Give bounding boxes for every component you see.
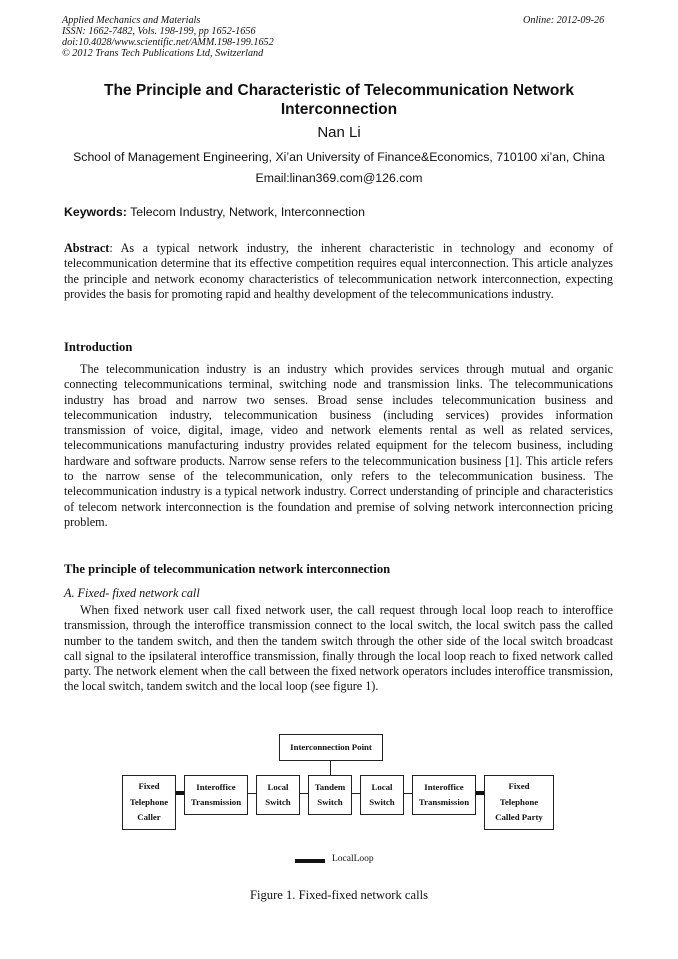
author-email: Email:linan369.com@126.com — [255, 171, 423, 185]
interoffice-transmission-left-box: Interoffice Transmission — [184, 775, 248, 815]
tandem-switch-box: Tandem Switch — [308, 775, 352, 815]
introduction-heading: Introduction — [64, 340, 133, 354]
interconnection-point-box: Interconnection Point — [279, 734, 383, 761]
local-loop-left — [176, 791, 184, 795]
title-line-2: Interconnection — [280, 101, 398, 118]
introduction-paragraph: The telecommunication industry is an industry which provides services through mutual and organic connecting telecommunications terminal, switching node and transmission links. The telecommunications industry has broad and narrow two senses. Broad sense includes telecommunication business and telecommunication industry, telecommunication business (including services) provides information transmission of voice, digital, image, video and network elements rental as well as related services, telecommunications manufacturing industry provides related equipment for the telecom business, including hardware and software products. Narrow sense refers to the telecommunication business [1]. This article refers to the narrow sense of the telecommunication, only refers to the telecommunication business. The telecommunication industry is a typical network industry. Correct understanding of principle and characteristics of telecom network interconnection is the foundation and premise of solving network interconnection pricing problem. — [64, 362, 613, 529]
journal-name: Applied Mechanics and Materials — [62, 15, 201, 26]
subsection-a-heading: A. Fixed- fixed network call — [64, 586, 200, 600]
figure-caption: Figure 1. Fixed-fixed network calls — [249, 888, 429, 902]
local-loop-right — [476, 791, 484, 795]
keywords-label: Keywords: — [64, 205, 127, 219]
connector-2 — [300, 793, 308, 794]
connector-3 — [352, 793, 360, 794]
keywords-text: Telecom Industry, Network, Interconnection — [130, 205, 365, 219]
local-switch-left-box: Local Switch — [256, 775, 300, 815]
affiliation: School of Management Engineering, Xi’an University of Finance&Economics, 710100 xi’an, China — [73, 150, 605, 164]
copyright-line: © 2012 Trans Tech Publications Ltd, Switzerland — [62, 48, 264, 59]
subsection-a-paragraph: When fixed network user call fixed network user, the call request through local loop reach to interoffice transmission, through the interoffice transmission connect to the local switch, the local switch pass the called number to the tandem switch, and then the tandem switch through the other side of the local switch broadcast call signal to the ipsilateral interoffice transmission, finally through the local loop reach to fixed network called party. The network element when the call between the fixed network operators includes interoffice transmission, the local switch, tandem switch and the local loop (see figure 1). — [64, 603, 613, 694]
keywords-line — [64, 205, 365, 219]
author-name: Nan Li — [317, 124, 361, 141]
local-switch-right-box: Local Switch — [360, 775, 404, 815]
fixed-telephone-caller-box: Fixed Telephone Caller — [122, 775, 176, 830]
abstract-label: Abstract — [64, 241, 110, 255]
issn-line: ISSN: 1662-7482, Vols. 198-199, pp 1652-1656 — [62, 26, 256, 37]
interoffice-transmission-right-box: Interoffice Transmission — [412, 775, 476, 815]
abstract-paragraph — [64, 241, 613, 302]
journal-header — [62, 15, 274, 59]
legend-local-loop-swatch — [295, 859, 325, 863]
fixed-telephone-called-party-box: Fixed Telephone Called Party — [484, 775, 554, 830]
online-date: Online: 2012-09-26 — [523, 15, 605, 26]
doi-line: doi:10.4028/www.scientific.net/AMM.198-199.1652 — [62, 37, 274, 48]
connector-1 — [248, 793, 256, 794]
title-line-1: The Principle and Characteristic of Telecommunication Network — [104, 82, 574, 99]
legend-local-loop-label: LocalLoop — [332, 854, 374, 864]
abstract-text: : As a typical network industry, the inherent characteristic in technology and economy of telecommunication determine that its effective competition requires equal interconnection. This article analyzes the principle and network economy characteristics of telecommunication network interconnection, expecting provides the basis for promoting rapid and healthy development of the telecommunications industry. — [64, 241, 613, 301]
connector-4 — [404, 793, 412, 794]
paper-title — [60, 81, 618, 119]
interconnection-connector — [330, 761, 331, 775]
principle-heading: The principle of telecommunication network interconnection — [64, 562, 391, 576]
